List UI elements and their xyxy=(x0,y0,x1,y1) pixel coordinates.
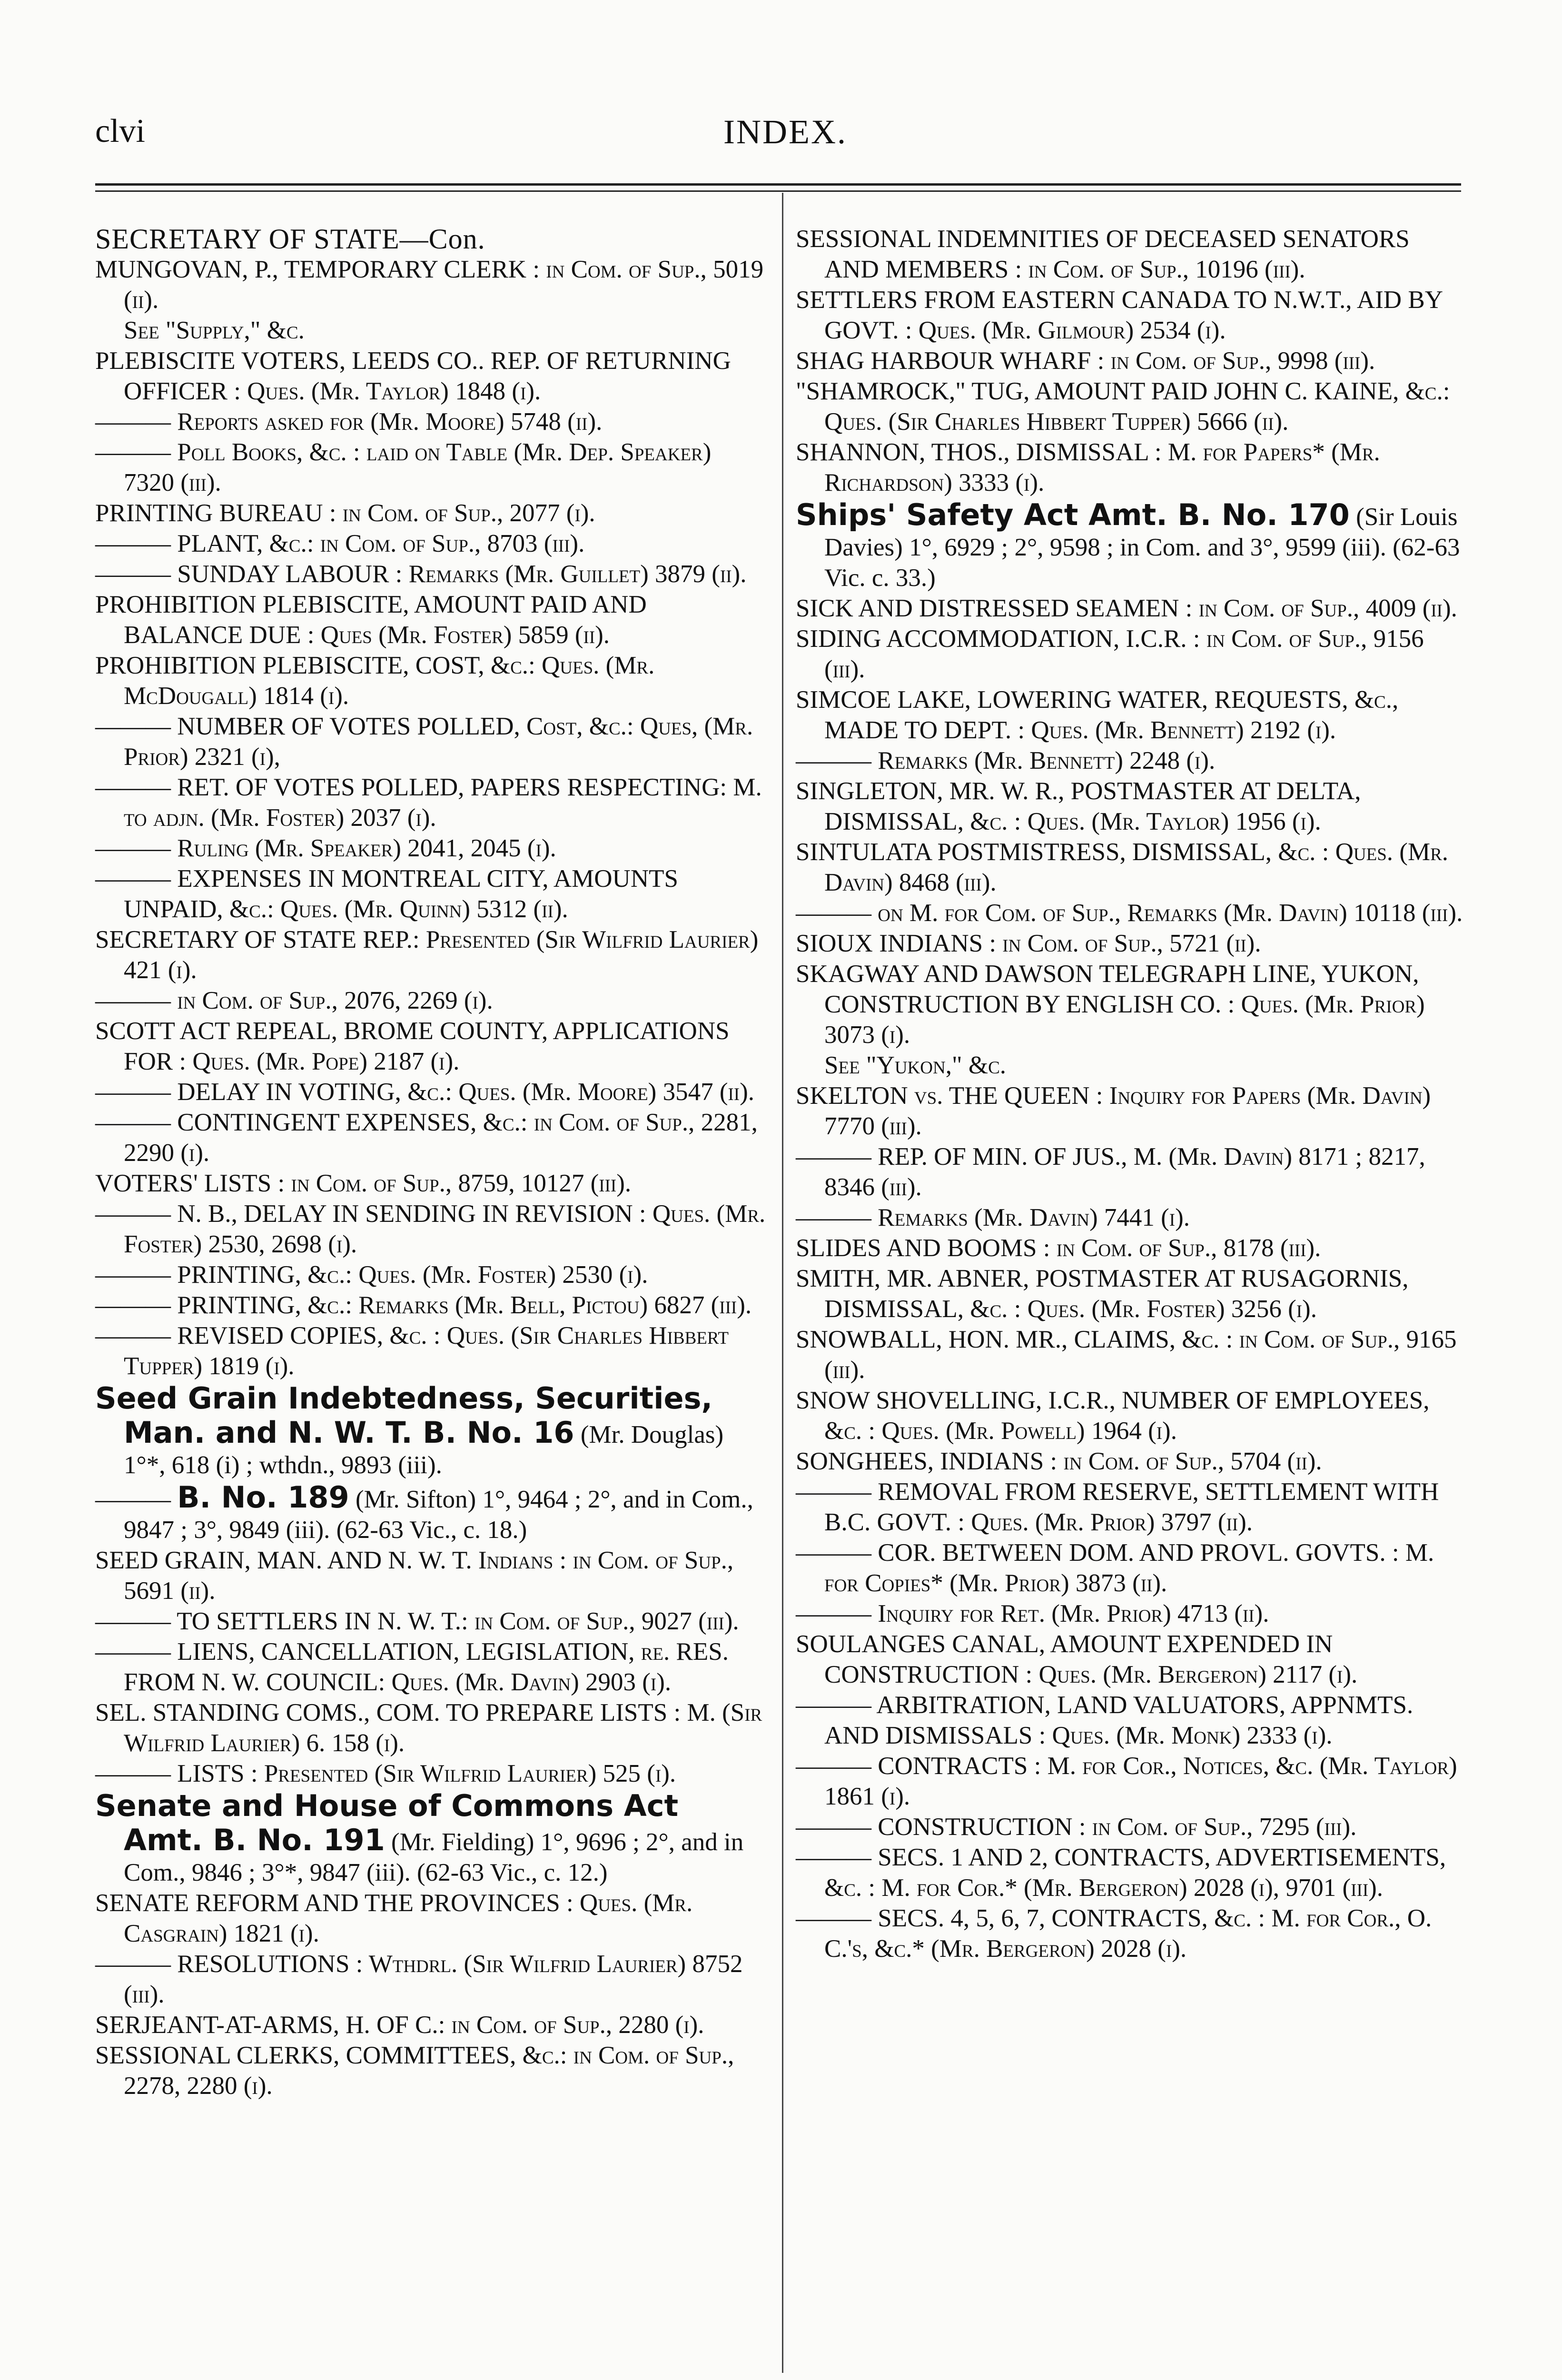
index-entry: SCOTT ACT REPEAL, BROME COUNTY, APPLICATIONS FOR : Ques. (Mr. Pope) 2187 (i). xyxy=(95,1017,730,1075)
index-entry: SONGHEES, INDIANS : in Com. of Sup., 5704 (ii). xyxy=(796,1448,1322,1475)
index-subentry: ——— RET. OF VOTES POLLED, PAPERS RESPECTING: M. to adjn. (Mr. Foster) 2037 (i). xyxy=(95,772,766,833)
page-header xyxy=(90,112,1480,169)
entry-text: (Mr. Douglas) 1°*, 618 (i) ; wthdn., 9893 (iii). xyxy=(124,1421,724,1479)
index-entry: "SHAMROCK," TUG, AMOUNT PAID JOHN C. KAINE, &c.: Ques. (Sir Charles Hibbert Tupper) 5666 (ii). xyxy=(796,377,1450,436)
index-entry: SHANNON, THOS., DISMISSAL : M. for Papers* (Mr. Richardson) 3333 (i). xyxy=(796,438,1380,496)
bill-title: Ships' Safety Act Amt. B. No. 170 xyxy=(796,497,1350,532)
index-subentry: ——— SUNDAY LABOUR : Remarks (Mr. Guillet) 3879 (ii). xyxy=(95,559,766,589)
index-subentry: ——— CONSTRUCTION : in Com. of Sup., 7295 (iii). xyxy=(796,1812,1467,1842)
index-subentry: ——— Ruling (Mr. Speaker) 2041, 2045 (i). xyxy=(95,833,766,863)
index-subentry: ——— Remarks (Mr. Davin) 7441 (i). xyxy=(796,1202,1467,1233)
index-subentry: ——— PRINTING, &c.: Remarks (Mr. Bell, Pictou) 6827 (iii). xyxy=(95,1290,766,1320)
section-heading: SECRETARY OF STATE—Con. xyxy=(95,223,485,255)
index-entry: SKELTON vs. THE QUEEN : Inquiry for Papers (Mr. Davin) 7770 (iii). xyxy=(796,1082,1431,1140)
index-entry: SICK AND DISTRESSED SEAMEN : in Com. of Sup., 4009 (ii). xyxy=(796,595,1457,622)
index-entry: SEED GRAIN, MAN. AND N. W. T. Indians : in Com. of Sup., 5691 (ii). xyxy=(95,1547,734,1605)
index-entry: See "Supply," &c. xyxy=(124,317,305,344)
index-subentry: ——— CONTINGENT EXPENSES, &c.: in Com. of Sup., 2281, 2290 (i). xyxy=(95,1107,766,1168)
entry-text: (Mr. Sifton) 1°, 9464 ; 2°, and in Com., 9847 ; 3°, 9849 (iii). (62-63 Vic., c. 18.) xyxy=(124,1486,753,1544)
index-entry: PROHIBITION PLEBISCITE, AMOUNT PAID AND BALANCE DUE : Ques (Mr. Foster) 5859 (ii). xyxy=(95,591,647,649)
index-subentry: ——— NUMBER OF VOTES POLLED, Cost, &c.: Ques, (Mr. Prior) 2321 (i), xyxy=(95,711,766,772)
index-entry: SINTULATA POSTMISTRESS, DISMISSAL, &c. : Ques. (Mr. Davin) 8468 (iii). xyxy=(796,838,1448,896)
index-entry: See "Yukon," &c. xyxy=(824,1051,1007,1079)
index-subentry: ——— in Com. of Sup., 2076, 2269 (i). xyxy=(95,985,766,1016)
index-subentry: ——— PLANT, &c.: in Com. of Sup., 8703 (iii). xyxy=(95,528,766,559)
bill-title: B. No. 189 xyxy=(177,1480,349,1515)
index-entry: VOTERS' LISTS : in Com. of Sup., 8759, 10127 (iii). xyxy=(95,1170,632,1197)
index-subentry: ——— LISTS : Presented (Sir Wilfrid Laurier) 525 (i). xyxy=(95,1758,766,1789)
index-subentry: ——— Remarks (Mr. Bennett) 2248 (i). xyxy=(796,745,1467,776)
index-subentry: ——— COR. BETWEEN DOM. AND PROVL. GOVTS. : M. for Copies* (Mr. Prior) 3873 (ii). xyxy=(796,1537,1467,1598)
header-rule xyxy=(95,190,1461,192)
index-subentry: ——— on M. for Com. of Sup., Remarks (Mr. Davin) 10118 (iii). xyxy=(796,898,1467,928)
index-subentry: ——— TO SETTLERS IN N. W. T.: in Com. of Sup., 9027 (iii). xyxy=(95,1606,766,1636)
index-entry: SNOW SHOVELLING, I.C.R., NUMBER OF EMPLOYEES, &c. : Ques. (Mr. Powell) 1964 (i). xyxy=(796,1387,1430,1445)
bill-title: Senate and House of Commons Act Amt. B. No. 191 xyxy=(95,1788,679,1857)
header-rule xyxy=(95,183,1461,186)
index-entry: PLEBISCITE VOTERS, LEEDS CO.. REP. OF RETURNING OFFICER : Ques. (Mr. Taylor) 1848 (i). xyxy=(95,347,731,405)
index-subentry: ——— REMOVAL FROM RESERVE, SETTLEMENT WITH B.C. GOVT. : Ques. (Mr. Prior) 3797 (ii). xyxy=(796,1477,1467,1537)
index-entry: SIMCOE LAKE, LOWERING WATER, REQUESTS, &c., MADE TO DEPT. : Ques. (Mr. Bennett) 2192 (i). xyxy=(796,686,1399,744)
index-entry: PRINTING BUREAU : in Com. of Sup., 2077 (i). xyxy=(95,499,595,527)
index-entry: SOULANGES CANAL, AMOUNT EXPENDED IN CONSTRUCTION : Ques. (Mr. Bergeron) 2117 (i). xyxy=(796,1630,1358,1688)
index-subentry: ——— SECS. 1 AND 2, CONTRACTS, ADVERTISEMENTS, &c. : M. for Cor.* (Mr. Bergeron) 2028 (i), 9701 (iii). xyxy=(796,1842,1467,1903)
index-entry: SHAG HARBOUR WHARF : in Com. of Sup., 9998 (iii). xyxy=(796,347,1375,375)
index-entry: SLIDES AND BOOMS : in Com. of Sup., 8178 (iii). xyxy=(796,1234,1321,1262)
index-entry: SINGLETON, MR. W. R., POSTMASTER AT DELTA, DISMISSAL, &c. : Ques. (Mr. Taylor) 1956 (i). xyxy=(796,777,1361,835)
index-entry: SKAGWAY AND DAWSON TELEGRAPH LINE, YUKON, CONSTRUCTION BY ENGLISH CO. : Ques. (Mr. Prior) 3073 (i). xyxy=(796,960,1425,1049)
index-subentry: ——— REP. OF MIN. OF JUS., M. (Mr. Davin) 8171 ; 8217, 8346 (iii). xyxy=(796,1141,1467,1202)
index-subentry: ——— EXPENSES IN MONTREAL CITY, AMOUNTS UNPAID, &c.: Ques. (Mr. Quinn) 5312 (ii). xyxy=(95,863,766,924)
index-entry: PROHIBITION PLEBISCITE, COST, &c.: Ques. (Mr. McDougall) 1814 (i). xyxy=(95,652,655,710)
index-column-right xyxy=(796,224,1467,1964)
index-subentry: ——— ARBITRATION, LAND VALUATORS, APPNMTS. AND DISMISSALS : Ques. (Mr. Monk) 2333 (i). xyxy=(796,1690,1467,1751)
index-subentry: ——— PRINTING, &c.: Ques. (Mr. Foster) 2530 (i). xyxy=(95,1259,766,1290)
running-head: INDEX. xyxy=(723,113,847,151)
index-subentry: ——— Reports asked for (Mr. Moore) 5748 (ii). xyxy=(95,407,766,437)
index-entry: MUNGOVAN, P., TEMPORARY CLERK : in Com. of Sup., 5019 (ii). xyxy=(95,256,764,314)
index-entry: SENATE REFORM AND THE PROVINCES : Ques. (Mr. Casgrain) 1821 (i). xyxy=(95,1889,693,1947)
index-subentry: ——— RESOLUTIONS : Wthdrl. (Sir Wilfrid Laurier) 8752 (iii). xyxy=(95,1949,766,2010)
entry-text: (Mr. Fielding) 1°, 9696 ; 2°, and in Com., 9846 ; 3°*, 9847 (iii). (62-63 Vic., c. 12.) xyxy=(124,1828,744,1886)
index-subentry: ——— N. B., DELAY IN SENDING IN REVISION : Ques. (Mr. Foster) 2530, 2698 (i). xyxy=(95,1199,766,1259)
index-subentry: ——— REVISED COPIES, &c. : Ques. (Sir Charles Hibbert Tupper) 1819 (i). xyxy=(95,1320,766,1381)
index-entry: SESSIONAL CLERKS, COMMITTEES, &c.: in Com. of Sup., 2278, 2280 (i). xyxy=(95,2042,734,2100)
entry-text: (Sir Louis Davies) 1°, 6929 ; 2°, 9598 ; in Com. and 3°, 9599 (iii). (62-63 Vic. c. 33.) xyxy=(824,503,1460,592)
index-entry: SIDING ACCOMMODATION, I.C.R. : in Com. of Sup., 9156 (iii). xyxy=(796,625,1424,683)
index-entry-bold xyxy=(95,1480,766,1545)
index-entry: SEL. STANDING COMS., COM. TO PREPARE LISTS : M. (Sir Wilfrid Laurier) 6. 158 (i). xyxy=(95,1699,762,1757)
index-entry: SETTLERS FROM EASTERN CANADA TO N.W.T., AID BY GOVT. : Ques. (Mr. Gilmour) 2534 (i). xyxy=(796,286,1442,344)
index-entry-bold xyxy=(796,498,1467,593)
index-subentry: ——— SECS. 4, 5, 6, 7, CONTRACTS, &c. : M. for Cor., O. C.'s, &c.* (Mr. Bergeron) 2028 (i). xyxy=(796,1903,1467,1964)
index-entry: SERJEANT-AT-ARMS, H. OF C.: in Com. of Sup., 2280 (i). xyxy=(95,2011,704,2039)
index-entry-bold xyxy=(95,1381,766,1480)
index-entry-bold xyxy=(95,1789,766,1888)
index-entry: SECRETARY OF STATE REP.: Presented (Sir Wilfrid Laurier) 421 (i). xyxy=(95,926,759,984)
index-subentry: ——— DELAY IN VOTING, &c.: Ques. (Mr. Moore) 3547 (ii). xyxy=(95,1077,766,1107)
index-entry: SNOWBALL, HON. MR., CLAIMS, &c. : in Com. of Sup., 9165 (iii). xyxy=(796,1326,1457,1384)
index-entry: SIOUX INDIANS : in Com. of Sup., 5721 (ii). xyxy=(796,930,1261,957)
index-entry: SESSIONAL INDEMNITIES OF DECEASED SENATORS AND MEMBERS : in Com. of Sup., 10196 (iii). xyxy=(796,225,1410,283)
index-subentry: ——— Inquiry for Ret. (Mr. Prior) 4713 (ii). xyxy=(796,1598,1467,1629)
column-divider xyxy=(782,193,783,2373)
index-subentry: ——— Poll Books, &c. : laid on Table (Mr. Dep. Speaker) 7320 (iii). xyxy=(95,437,766,498)
index-subentry: ——— LIENS, CANCELLATION, LEGISLATION, re. RES. FROM N. W. COUNCIL: Ques. (Mr. Davin) 2903 (i). xyxy=(95,1636,766,1697)
bill-title: Seed Grain Indebtedness, Securities, Man. and N. W. T. B. No. 16 xyxy=(95,1381,713,1450)
page-number: clvi xyxy=(95,113,145,149)
index-entry: SMITH, MR. ABNER, POSTMASTER AT RUSAGORNIS, DISMISSAL, &c. : Ques. (Mr. Foster) 3256 (i). xyxy=(796,1265,1409,1323)
index-subentry: ——— CONTRACTS : M. for Cor., Notices, &c. (Mr. Taylor) 1861 (i). xyxy=(796,1751,1467,1812)
index-column-left xyxy=(95,224,766,2101)
